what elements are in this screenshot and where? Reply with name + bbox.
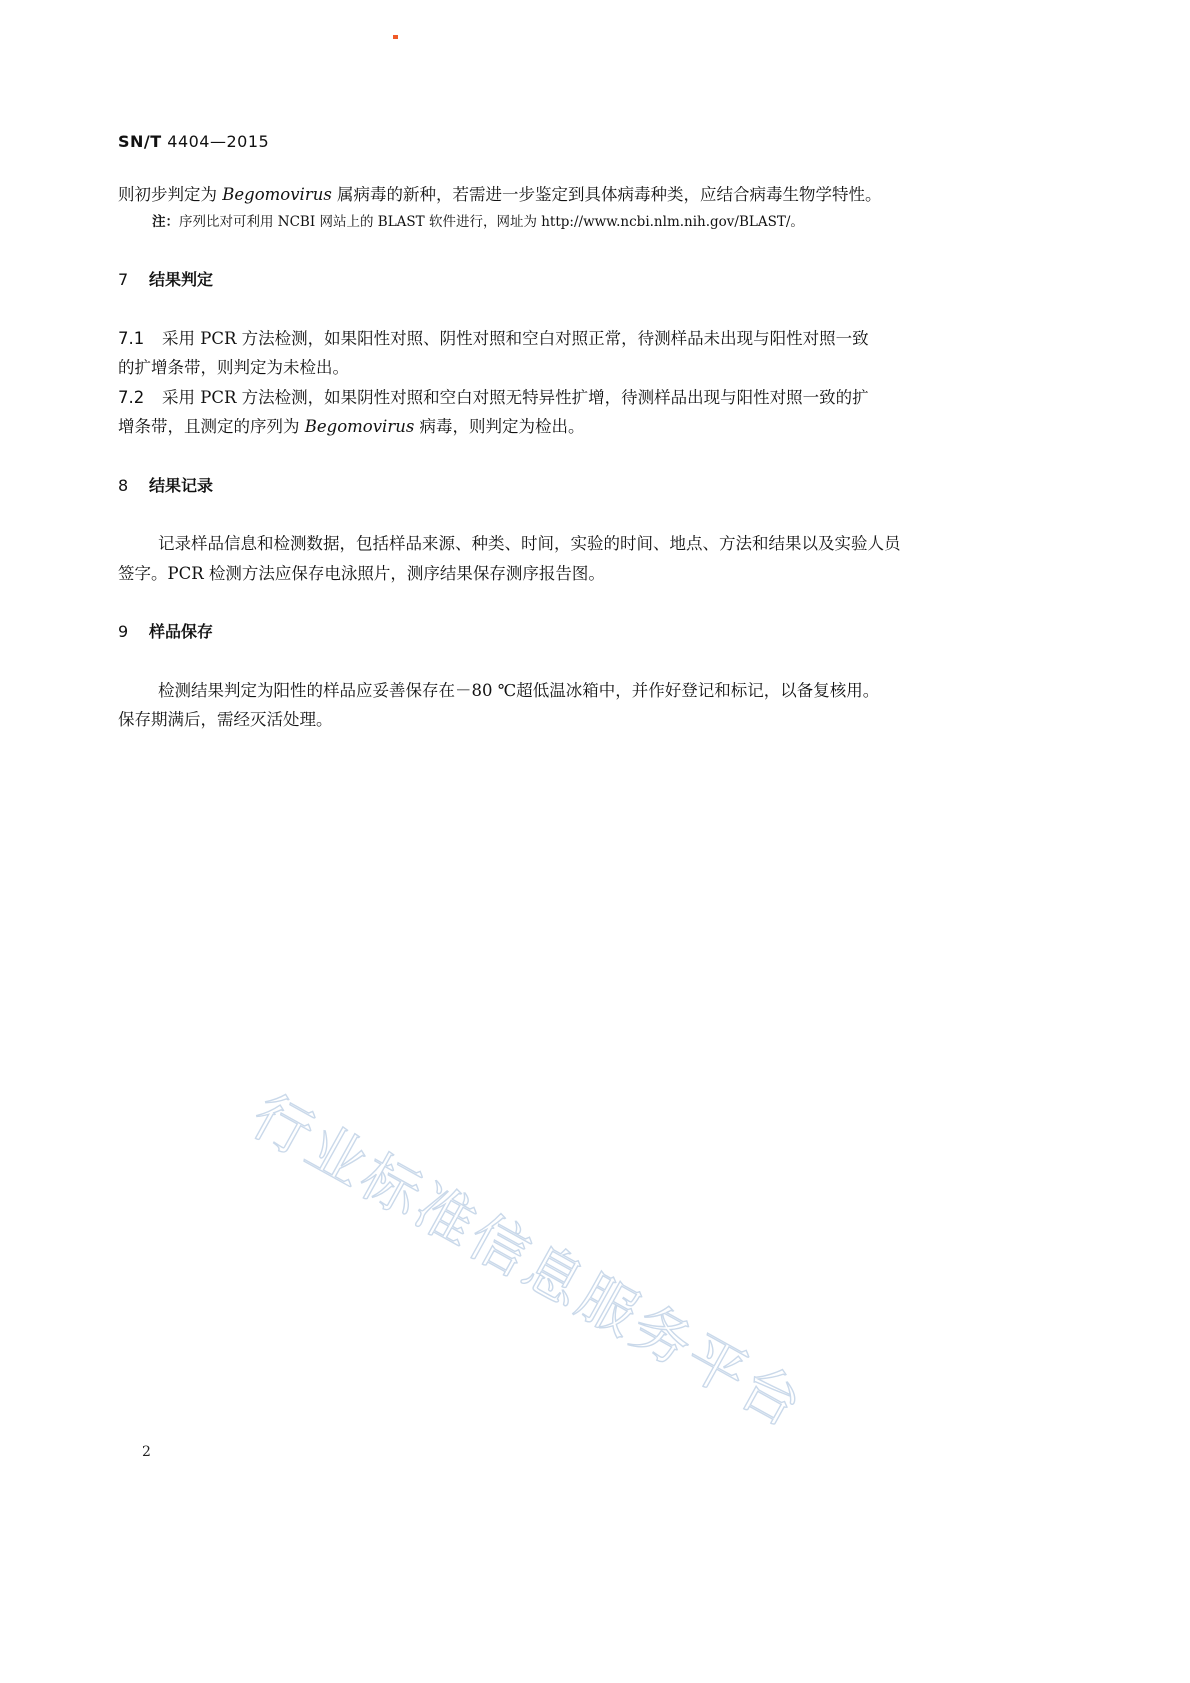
section-8-line-2: 签字。PCR 检测方法应保存电泳照片，测序结果保存测序报告图。: [118, 564, 605, 583]
section-number: 7: [118, 270, 129, 289]
note-label: 注：: [152, 214, 179, 230]
watermark-text: 行业标准信息服务平台: [240, 1081, 816, 1442]
section-9-line-1: 检测结果判定为阳性的样品应妥善保存在－80 ℃超低温冰箱中，并作好登记和标记，以备复核用。: [158, 681, 880, 700]
top-color-mark: [393, 35, 398, 39]
clause-7-1-line-2: 的扩增条带，则判定为未检出。: [118, 358, 349, 377]
section-title: 样品保存: [149, 622, 214, 641]
continued-paragraph: [118, 184, 882, 206]
continued-text-part1: 则初步判定为: [118, 185, 223, 204]
section-8-heading: [118, 475, 213, 497]
section-9-line-2: 保存期满后，需经灭活处理。: [118, 710, 333, 729]
continued-text-part2: 属病毒的新种，若需进一步鉴定到具体病毒种类，应结合病毒生物学特性。: [331, 185, 882, 204]
section-8-line-1: 记录样品信息和检测数据，包括样品来源、种类、时间，实验的时间、地点、方法和结果以及实验人员: [158, 534, 901, 553]
note-text: 序列比对可利用 NCBI 网站上的 BLAST 软件进行，网址为 http://www.ncbi.nlm.nih.gov/BLAST/。: [179, 214, 804, 230]
clause-text: 采用 PCR 方法检测，如果阴性对照和空白对照无特异性扩增，待测样品出现与阳性对照一致的扩: [162, 388, 869, 407]
section-9-heading: [118, 621, 213, 643]
clause-number: 7.1: [118, 329, 145, 348]
clause-text: 采用 PCR 方法检测，如果阳性对照、阴性对照和空白对照正常，待测样品未出现与阳性对照一致: [162, 329, 869, 348]
clause-7-2-line-1: [118, 387, 869, 409]
genus-name: Begomovirus: [304, 417, 415, 436]
section-7-heading: [118, 269, 213, 291]
clause-number: 7.2: [118, 388, 145, 407]
page-number: 2: [142, 1444, 151, 1460]
clause-7-1-line-1: [118, 328, 869, 350]
clause-text-part-b: 病毒，则判定为检出。: [414, 417, 585, 436]
clause-7-2-line-2: [118, 416, 585, 438]
section-title: 结果判定: [149, 270, 214, 289]
standard-number: 4404—2015: [167, 132, 270, 151]
standard-prefix: SN/T: [118, 132, 162, 151]
section-number: 8: [118, 476, 129, 495]
genus-name: Begomovirus: [222, 185, 332, 204]
note: [152, 212, 804, 232]
standard-code-header: [118, 132, 269, 151]
section-number: 9: [118, 622, 129, 641]
clause-text-part-a: 增条带，且测定的序列为: [118, 417, 305, 436]
section-title: 结果记录: [149, 476, 214, 495]
